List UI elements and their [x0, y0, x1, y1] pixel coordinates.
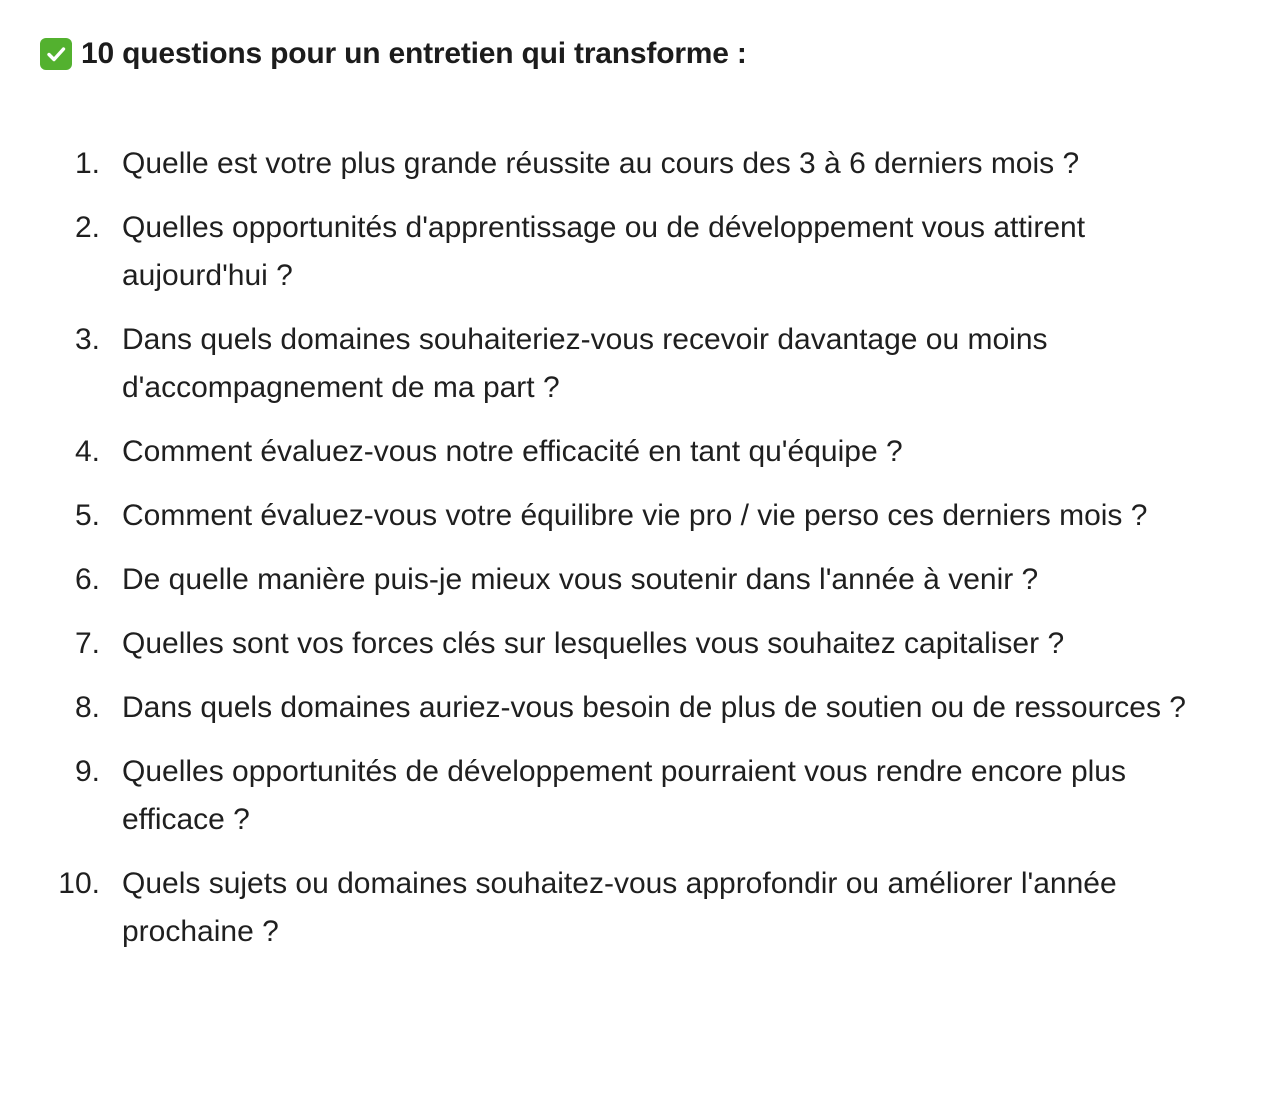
question-text: Quelles opportunités d'apprentissage ou de développement vous attirent aujourd'hui ?	[122, 211, 1086, 292]
question-number: 6.	[74, 563, 100, 596]
question-item-5	[0, 492, 1240, 540]
question-number: 10.	[58, 867, 100, 900]
question-item-10	[0, 860, 1240, 956]
question-item-8	[0, 684, 1240, 732]
question-text: Quelles sont vos forces clés sur lesquelles vous souhaitez capitaliser ?	[122, 627, 1065, 660]
question-item-3	[0, 316, 1240, 412]
question-text: Comment évaluez-vous votre équilibre vie pro / vie perso ces derniers mois ?	[122, 499, 1148, 532]
question-number: 9.	[74, 755, 100, 788]
question-text: Dans quels domaines souhaiteriez-vous recevoir davantage ou moins d'accompagnement de ma part ?	[122, 323, 1048, 404]
question-number: 2.	[74, 211, 100, 244]
question-number: 1.	[74, 147, 100, 180]
question-text: Comment évaluez-vous notre efficacité en tant qu'équipe ?	[122, 435, 903, 468]
question-item-1	[0, 140, 1240, 188]
page-title	[40, 32, 747, 76]
check-mark-button-icon	[40, 38, 72, 70]
question-number: 3.	[74, 323, 100, 356]
page-title-text: 10 questions pour un entretien qui transforme :	[81, 37, 747, 70]
question-number: 7.	[74, 627, 100, 660]
question-number: 5.	[74, 499, 100, 532]
question-text: Quelle est votre plus grande réussite au cours des 3 à 6 derniers mois ?	[122, 147, 1080, 180]
question-item-4	[0, 428, 1240, 476]
question-item-2	[0, 204, 1240, 300]
question-text: De quelle manière puis-je mieux vous soutenir dans l'année à venir ?	[122, 563, 1039, 596]
question-text: Dans quels domaines auriez-vous besoin de plus de soutien ou de ressources ?	[122, 691, 1186, 724]
questions-list	[0, 140, 1240, 972]
question-text: Quelles opportunités de développement pourraient vous rendre encore plus efficace ?	[122, 755, 1126, 836]
question-number: 8.	[74, 691, 100, 724]
question-item-9	[0, 748, 1240, 844]
question-number: 4.	[74, 435, 100, 468]
question-item-6	[0, 556, 1240, 604]
question-text: Quels sujets ou domaines souhaitez-vous approfondir ou améliorer l'année prochaine ?	[122, 867, 1117, 948]
question-item-7	[0, 620, 1240, 668]
